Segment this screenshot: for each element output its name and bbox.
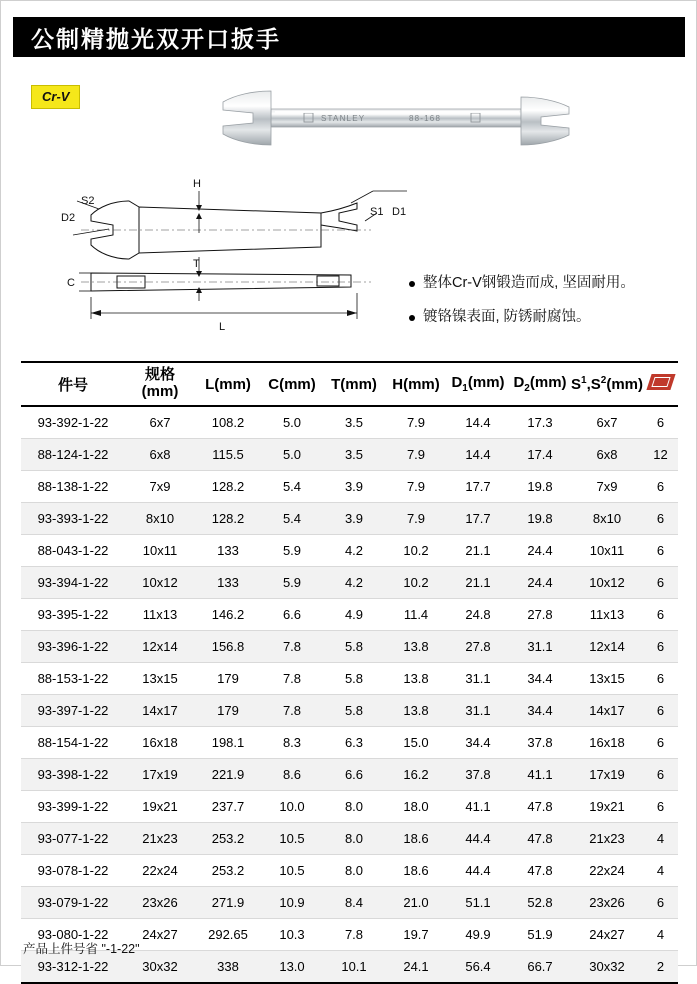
- cell-l: 133: [195, 567, 261, 599]
- cell-spec: 11x13: [125, 599, 195, 631]
- cell-part-no: 93-077-1-22: [21, 823, 125, 855]
- column-header-d1-base: D: [451, 374, 463, 391]
- cell-l: 146.2: [195, 599, 261, 631]
- column-header-qty: [643, 362, 678, 406]
- cell-d2: 37.8: [509, 727, 571, 759]
- cell-l: 221.9: [195, 759, 261, 791]
- cell-l: 128.2: [195, 503, 261, 535]
- cell-s: 30x32: [571, 951, 643, 984]
- cell-h: 10.2: [385, 567, 447, 599]
- cell-qty: 6: [643, 535, 678, 567]
- cell-t: 10.1: [323, 951, 385, 984]
- cell-c: 10.5: [261, 823, 323, 855]
- cell-s: 19x21: [571, 791, 643, 823]
- column-header-s-base1: S: [571, 376, 582, 393]
- cell-qty: 6: [643, 791, 678, 823]
- feature-text: 镀铬镍表面, 防锈耐腐蚀。: [423, 308, 591, 325]
- cell-l: 198.1: [195, 727, 261, 759]
- cell-c: 5.9: [261, 567, 323, 599]
- cell-d2: 24.4: [509, 535, 571, 567]
- cell-d2: 34.4: [509, 695, 571, 727]
- column-header-spec: [125, 362, 195, 406]
- table-row: [21, 535, 678, 567]
- cell-s: 24x27: [571, 919, 643, 951]
- table-header-row: [21, 362, 678, 406]
- cell-s: 22x24: [571, 855, 643, 887]
- cell-spec: 14x17: [125, 695, 195, 727]
- cell-spec: 17x19: [125, 759, 195, 791]
- column-header-d2: [509, 362, 571, 406]
- cell-part-no: 93-397-1-22: [21, 695, 125, 727]
- cell-c: 5.4: [261, 471, 323, 503]
- dim-label-s1: S1: [370, 206, 384, 218]
- cell-d1: 41.1: [447, 791, 509, 823]
- column-header-s-sup2: 2: [600, 375, 607, 386]
- cell-h: 13.8: [385, 695, 447, 727]
- cell-h: 7.9: [385, 471, 447, 503]
- cell-qty: 6: [643, 471, 678, 503]
- cell-part-no: 93-078-1-22: [21, 855, 125, 887]
- cell-part-no: 88-154-1-22: [21, 727, 125, 759]
- cell-part-no: 93-393-1-22: [21, 503, 125, 535]
- table-row: [21, 759, 678, 791]
- cell-l: 128.2: [195, 471, 261, 503]
- column-header-s-sup1: 1: [581, 375, 587, 386]
- cell-l: 338: [195, 951, 261, 984]
- dim-label-s2: S2: [81, 195, 95, 207]
- table-row: [21, 439, 678, 471]
- svg-text:STANLEY: STANLEY: [321, 114, 366, 123]
- table-row: [21, 887, 678, 919]
- cell-h: 18.6: [385, 823, 447, 855]
- spec-table-body: [21, 406, 678, 983]
- list-item: [409, 273, 689, 295]
- cell-spec: 10x11: [125, 535, 195, 567]
- cell-part-no: 88-043-1-22: [21, 535, 125, 567]
- cell-h: 10.2: [385, 535, 447, 567]
- feature-list: [409, 273, 689, 341]
- cell-spec: 30x32: [125, 951, 195, 984]
- cell-part-no: 88-153-1-22: [21, 663, 125, 695]
- cell-h: 13.8: [385, 663, 447, 695]
- cell-c: 5.4: [261, 503, 323, 535]
- cell-t: 4.2: [323, 567, 385, 599]
- cell-d2: 17.3: [509, 406, 571, 439]
- cell-spec: 6x7: [125, 406, 195, 439]
- cell-d2: 31.1: [509, 631, 571, 663]
- cell-c: 10.9: [261, 887, 323, 919]
- cell-spec: 19x21: [125, 791, 195, 823]
- cell-qty: 6: [643, 695, 678, 727]
- cell-part-no: 93-399-1-22: [21, 791, 125, 823]
- cell-spec: 6x8: [125, 439, 195, 471]
- cell-d2: 51.9: [509, 919, 571, 951]
- cell-t: 4.9: [323, 599, 385, 631]
- spec-table: [21, 361, 678, 984]
- cell-l: 253.2: [195, 823, 261, 855]
- cell-spec: 23x26: [125, 887, 195, 919]
- column-header-d1-sub: 1: [462, 383, 468, 394]
- cell-t: 5.8: [323, 695, 385, 727]
- cell-h: 18.6: [385, 855, 447, 887]
- cell-s: 17x19: [571, 759, 643, 791]
- cell-h: 18.0: [385, 791, 447, 823]
- footnote: 产品上件号省 "-1-22": [23, 942, 140, 956]
- table-row: [21, 631, 678, 663]
- cell-c: 8.6: [261, 759, 323, 791]
- column-header-part-no: 件号: [21, 362, 125, 406]
- column-header-s: [571, 362, 643, 406]
- wrench-photo-svg: [201, 75, 591, 165]
- cell-spec: 10x12: [125, 567, 195, 599]
- cell-s: 21x23: [571, 823, 643, 855]
- cell-c: 6.6: [261, 599, 323, 631]
- technical-drawing: [21, 173, 421, 353]
- cell-d1: 34.4: [447, 727, 509, 759]
- box-icon: [646, 374, 675, 390]
- table-row: [21, 823, 678, 855]
- svg-text:88-168: 88-168: [409, 114, 442, 123]
- cell-l: 115.5: [195, 439, 261, 471]
- cell-d1: 14.4: [447, 406, 509, 439]
- cell-d1: 24.8: [447, 599, 509, 631]
- cell-qty: 6: [643, 567, 678, 599]
- column-header-t: T(mm): [323, 362, 385, 406]
- bullet-icon: [409, 315, 415, 321]
- cell-qty: 6: [643, 759, 678, 791]
- cell-h: 21.0: [385, 887, 447, 919]
- cell-part-no: 93-395-1-22: [21, 599, 125, 631]
- cell-t: 3.9: [323, 503, 385, 535]
- cell-s: 10x12: [571, 567, 643, 599]
- list-item: [409, 307, 689, 329]
- cell-l: 156.8: [195, 631, 261, 663]
- column-header-h: H(mm): [385, 362, 447, 406]
- cell-qty: 4: [643, 823, 678, 855]
- cell-qty: 6: [643, 599, 678, 631]
- cell-s: 16x18: [571, 727, 643, 759]
- column-header-d1: [447, 362, 509, 406]
- cell-d2: 41.1: [509, 759, 571, 791]
- bullet-icon: [409, 281, 415, 287]
- cell-d1: 14.4: [447, 439, 509, 471]
- cell-c: 7.8: [261, 663, 323, 695]
- cell-c: 5.0: [261, 439, 323, 471]
- cell-s: 6x8: [571, 439, 643, 471]
- cell-d1: 49.9: [447, 919, 509, 951]
- cell-spec: 13x15: [125, 663, 195, 695]
- cell-part-no: 93-394-1-22: [21, 567, 125, 599]
- cell-s: 10x11: [571, 535, 643, 567]
- column-header-spec-line2: (mm): [141, 383, 179, 400]
- dim-label-c: C: [67, 277, 75, 289]
- cell-t: 5.8: [323, 663, 385, 695]
- table-row: [21, 791, 678, 823]
- cell-s: 6x7: [571, 406, 643, 439]
- column-header-l: L(mm): [195, 362, 261, 406]
- table-row: [21, 599, 678, 631]
- column-header-d2-unit: (mm): [529, 374, 567, 391]
- cell-l: 179: [195, 663, 261, 695]
- cell-d1: 27.8: [447, 631, 509, 663]
- cell-qty: 12: [643, 439, 678, 471]
- cell-d1: 44.4: [447, 855, 509, 887]
- page-title: 公制精抛光双开口扳手: [31, 25, 281, 52]
- cell-qty: 4: [643, 855, 678, 887]
- cell-h: 7.9: [385, 406, 447, 439]
- cell-s: 11x13: [571, 599, 643, 631]
- dim-label-t: T: [193, 258, 200, 270]
- cell-d1: 37.8: [447, 759, 509, 791]
- cell-l: 237.7: [195, 791, 261, 823]
- cell-d1: 51.1: [447, 887, 509, 919]
- table-row: [21, 695, 678, 727]
- cell-t: 6.3: [323, 727, 385, 759]
- table-row: [21, 855, 678, 887]
- column-header-spec-line1: 规格: [144, 366, 175, 384]
- cell-part-no: 88-124-1-22: [21, 439, 125, 471]
- cell-h: 7.9: [385, 503, 447, 535]
- cell-c: 10.5: [261, 855, 323, 887]
- cell-part-no: 93-080-1-22: [21, 919, 125, 951]
- cell-l: 108.2: [195, 406, 261, 439]
- cell-spec: 7x9: [125, 471, 195, 503]
- dim-label-l: L: [219, 321, 226, 333]
- table-row: [21, 503, 678, 535]
- cell-s: 8x10: [571, 503, 643, 535]
- cell-t: 3.9: [323, 471, 385, 503]
- cell-s: 23x26: [571, 887, 643, 919]
- cell-spec: 12x14: [125, 631, 195, 663]
- cell-l: 253.2: [195, 855, 261, 887]
- column-header-s-unit: (mm): [606, 376, 643, 393]
- cell-t: 3.5: [323, 439, 385, 471]
- cell-h: 11.4: [385, 599, 447, 631]
- cell-d1: 31.1: [447, 695, 509, 727]
- cell-l: 133: [195, 535, 261, 567]
- cell-c: 7.8: [261, 695, 323, 727]
- cell-t: 4.2: [323, 535, 385, 567]
- cell-s: 13x15: [571, 663, 643, 695]
- cell-d1: 21.1: [447, 567, 509, 599]
- cell-qty: 2: [643, 951, 678, 984]
- cell-h: 19.7: [385, 919, 447, 951]
- cell-h: 16.2: [385, 759, 447, 791]
- cell-d2: 47.8: [509, 855, 571, 887]
- cell-part-no: 93-079-1-22: [21, 887, 125, 919]
- cell-spec: 8x10: [125, 503, 195, 535]
- dim-label-d2: D2: [61, 212, 76, 224]
- cell-qty: 6: [643, 663, 678, 695]
- cell-c: 10.3: [261, 919, 323, 951]
- cell-d2: 27.8: [509, 599, 571, 631]
- cell-t: 7.8: [323, 919, 385, 951]
- cell-t: 8.0: [323, 855, 385, 887]
- cell-d2: 47.8: [509, 823, 571, 855]
- cell-d2: 19.8: [509, 471, 571, 503]
- table-row: [21, 567, 678, 599]
- cell-t: 6.6: [323, 759, 385, 791]
- material-badge: [31, 85, 80, 109]
- product-photo: [201, 75, 591, 165]
- cell-h: 15.0: [385, 727, 447, 759]
- cell-c: 7.8: [261, 631, 323, 663]
- cell-c: 13.0: [261, 951, 323, 984]
- technical-drawing-svg: [21, 173, 421, 353]
- cell-part-no: 93-398-1-22: [21, 759, 125, 791]
- cell-t: 8.4: [323, 887, 385, 919]
- cell-l: 292.65: [195, 919, 261, 951]
- column-header-d2-sub: 2: [524, 383, 530, 394]
- cell-d2: 17.4: [509, 439, 571, 471]
- cell-h: 7.9: [385, 439, 447, 471]
- cell-spec: 22x24: [125, 855, 195, 887]
- dim-label-h: H: [193, 178, 201, 190]
- cell-d1: 31.1: [447, 663, 509, 695]
- cell-t: 8.0: [323, 823, 385, 855]
- cell-qty: 6: [643, 406, 678, 439]
- cell-d1: 17.7: [447, 503, 509, 535]
- cell-t: 8.0: [323, 791, 385, 823]
- cell-part-no: 93-396-1-22: [21, 631, 125, 663]
- cell-l: 179: [195, 695, 261, 727]
- cell-d2: 34.4: [509, 663, 571, 695]
- cell-d1: 21.1: [447, 535, 509, 567]
- cell-part-no: 88-138-1-22: [21, 471, 125, 503]
- cell-h: 13.8: [385, 631, 447, 663]
- cell-spec: 21x23: [125, 823, 195, 855]
- cell-d1: 56.4: [447, 951, 509, 984]
- cell-d2: 19.8: [509, 503, 571, 535]
- cell-l: 271.9: [195, 887, 261, 919]
- column-header-d2-base: D: [513, 374, 525, 391]
- cell-d2: 52.8: [509, 887, 571, 919]
- cell-spec: 24x27: [125, 919, 195, 951]
- cell-d2: 24.4: [509, 567, 571, 599]
- cell-h: 24.1: [385, 951, 447, 984]
- cell-c: 8.3: [261, 727, 323, 759]
- cell-part-no: 93-312-1-22: [21, 951, 125, 984]
- cell-qty: 4: [643, 919, 678, 951]
- page-title-bar: [13, 17, 685, 57]
- table-row: [21, 471, 678, 503]
- cell-d2: 66.7: [509, 951, 571, 984]
- cell-t: 5.8: [323, 631, 385, 663]
- material-badge-label: Cr-V: [42, 89, 70, 104]
- cell-s: 14x17: [571, 695, 643, 727]
- column-header-s-comma: ,S: [586, 376, 601, 393]
- cell-qty: 6: [643, 503, 678, 535]
- cell-c: 10.0: [261, 791, 323, 823]
- cell-spec: 16x18: [125, 727, 195, 759]
- cell-c: 5.9: [261, 535, 323, 567]
- cell-s: 12x14: [571, 631, 643, 663]
- cell-qty: 6: [643, 887, 678, 919]
- table-row: [21, 727, 678, 759]
- cell-qty: 6: [643, 631, 678, 663]
- table-row: [21, 406, 678, 439]
- column-header-c: C(mm): [261, 362, 323, 406]
- feature-text: 整体Cr-V钢锻造而成, 坚固耐用。: [423, 275, 635, 291]
- cell-c: 5.0: [261, 406, 323, 439]
- cell-t: 3.5: [323, 406, 385, 439]
- spec-table-wrap: [21, 361, 678, 984]
- cell-d1: 44.4: [447, 823, 509, 855]
- table-row: [21, 663, 678, 695]
- cell-d2: 47.8: [509, 791, 571, 823]
- dim-label-d1: D1: [392, 206, 407, 218]
- cell-d1: 17.7: [447, 471, 509, 503]
- column-header-d1-unit: (mm): [467, 374, 505, 391]
- cell-s: 7x9: [571, 471, 643, 503]
- cell-qty: 6: [643, 727, 678, 759]
- cell-part-no: 93-392-1-22: [21, 406, 125, 439]
